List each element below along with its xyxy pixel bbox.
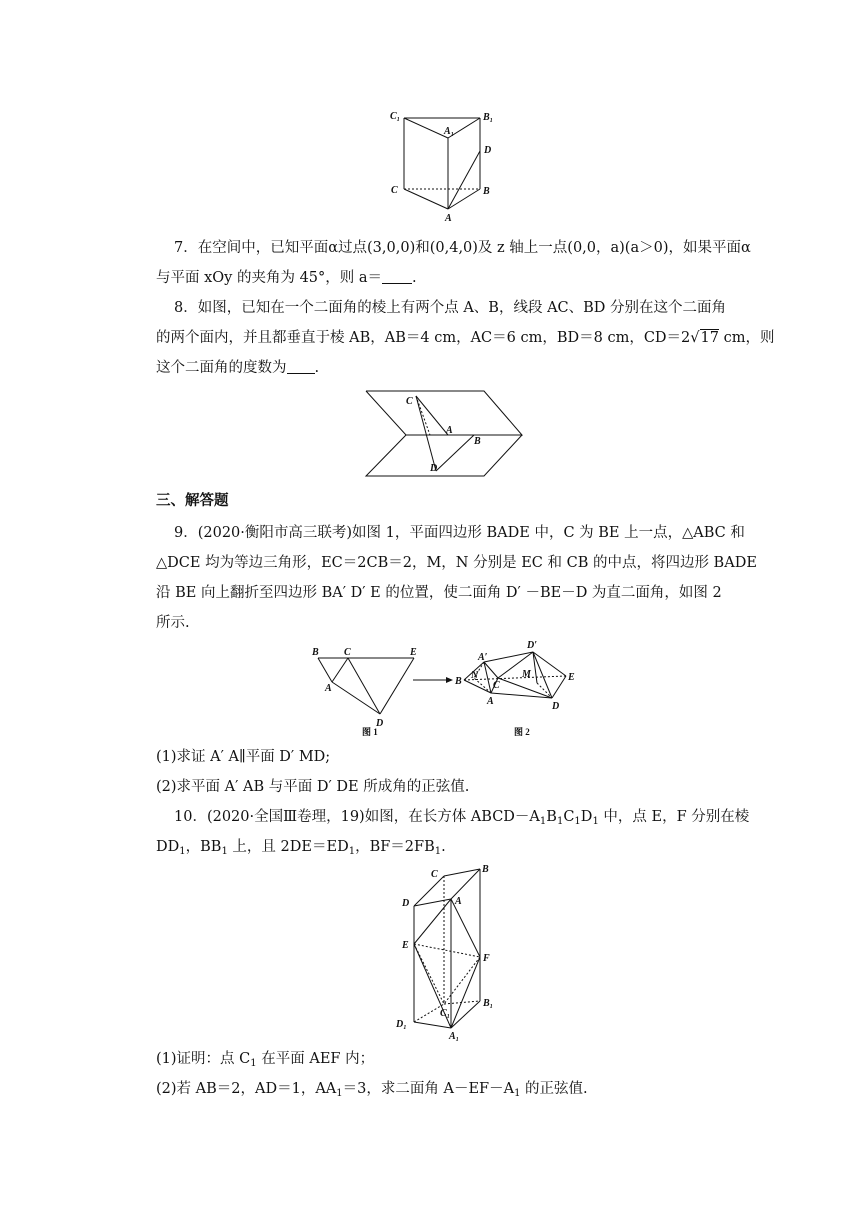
fig2-label-n: N [471,670,479,681]
q10-sub: 1 [539,816,547,827]
q8-line1: 8．如图，已知在一个二面角的棱上有两个点 A、B，线段 AC、BD 分别在这个二面角 [174,300,727,316]
prism-label-a1: A₁ [444,126,455,137]
fig2-label-c: C [493,680,500,691]
box-label-b: B [482,864,489,875]
box-label-a: A [455,896,462,907]
fig2-label-b: B [455,676,462,687]
fig2-label-a: A [487,696,494,707]
fig1-caption: 图 1 [362,727,378,737]
box-label-f: F [483,953,490,964]
q10-text: D [580,809,593,825]
q9-part1: (1)求证 A′ A∥平面 D′ MD; [156,749,331,765]
q10-sub: 1 [336,1088,343,1099]
q8-line3 [156,353,756,383]
fold-figure [308,638,588,740]
box-label-d1: D₁ [396,1019,407,1030]
q8-answer-blank [287,359,315,374]
q10-text: B [546,809,557,825]
q10-text: 中，点 E，F 分别在棱 [598,809,750,825]
fig2-caption: 图 2 [514,727,530,737]
q7-line2-text: 与平面 xOy 的夹角为 45°，则 a＝ [156,270,383,286]
q10-sub: 1 [574,816,581,827]
q10-text: DD [156,839,180,855]
q8-line2-text: 的两个面内，并且都垂直于棱 AB，AB＝4 cm，AC＝6 cm，BD＝8 cm，CD＝2 [156,330,691,346]
fig1-label-d: D [376,718,384,729]
box-label-c1: C₁ [440,1008,451,1019]
fig1-label-b: B [312,647,319,658]
q10-sub: 1 [179,846,186,857]
q10-text: C [563,809,575,825]
q7-answer-blank [382,269,412,284]
box-label-d: D [402,898,410,909]
fig1-label-c: C [344,647,351,658]
prism-label-b: B [483,186,490,197]
q10-text: 上，且 2DE＝ED [227,839,349,855]
q10-sub: 1 [434,846,442,857]
q10-line1-text: 10．(2020·全国Ⅲ卷理，19)如图，在长方体 ABCD－A [174,809,540,825]
q8-line3-text: 这个二面角的度数为 [156,360,287,376]
q9-line3: 沿 BE 向上翻折至四边形 BA′ D′ E 的位置，使二面角 D′ －BE－D 为直二面角，如图 2 [156,585,722,601]
prism-label-b1: B₁ [483,112,494,123]
q10-text: . [441,839,446,855]
q10-sub: 1 [221,846,228,857]
q10-sub: 1 [348,846,356,857]
dihedral-label-d: D [430,463,438,474]
q8-sqrt-radicand: 17 [700,330,719,346]
dihedral-label-c: C [406,396,413,407]
q9-line4: 所示. [156,615,190,631]
box-label-b1: B₁ [483,998,494,1009]
q10-part2-text: (2)若 AB＝2，AD＝1，AA [156,1081,337,1097]
q8-line2-end: cm，则 [718,330,775,346]
prism-label-c1: C₁ [390,111,401,122]
q9-part2: (2)求平面 A′ AB 与平面 D′ DE 所成角的正弦值. [156,779,470,795]
q10-part2 [156,1074,756,1109]
dihedral-label-b: B [474,436,481,447]
box-label-e: E [402,940,409,951]
box-label-c: C [431,869,438,880]
box-label-a1: A₁ [449,1031,460,1042]
prism-label-a: A [445,213,452,224]
q10-sub: 1 [592,816,599,827]
q10-text: ，BF＝2FB [355,839,435,855]
section-title: 三、解答题 [156,493,229,509]
fig1-label-e: E [410,647,417,658]
q10-sub: 1 [514,1088,521,1099]
q10-part1-text: (1)证明：点 C [156,1051,251,1067]
q10-sub: 1 [556,816,564,827]
q10-text: ＝3，求二面角 A－EF－A [342,1081,515,1097]
q9-line2: △DCE 均为等边三角形，EC＝2CB＝2，M，N 分别是 EC 和 CB 的中点，将四边形 BADE [156,555,757,571]
prism-label-d: D [484,145,492,156]
prism-label-c: C [391,185,398,196]
q10-part2-end: 的正弦值. [520,1081,588,1097]
fig1-label-a: A [325,683,332,694]
q8-line3-end: . [314,360,320,376]
fig2-label-e: E [568,672,575,683]
q7-line1: 7．在空间中，已知平面α过点(3,0,0)和(0,4,0)及 z 轴上一点(0,0，a)(a＞0)，如果平面α [174,240,751,256]
dihedral-figure [366,387,524,479]
q9-line1: 9．(2020·衡阳市高三联考)如图 1，平面四边形 BADE 中，C 为 BE 上一点，△ABC 和 [174,525,745,541]
dihedral-label-a: A [446,425,453,436]
q8-line2: 的两个面内，并且都垂直于棱 AB，AB＝4 cm，AC＝6 cm，BD＝8 cm，CD＝2√17 cm，则 [156,330,775,346]
box-figure [396,862,506,1042]
fig2-label-aprime: A′ [478,652,488,663]
fig2-label-m: M [522,669,531,680]
q7-line2 [156,263,756,293]
q10-sub: 1 [250,1058,257,1069]
q10-part1-end: 在平面 AEF 内； [256,1051,375,1067]
prism-figure [380,105,500,225]
fig2-label-dprime: D′ [527,640,538,651]
q7-line2-end: . [412,270,417,286]
fig2-label-d: D [552,701,560,712]
q10-text: ，BB [185,839,222,855]
